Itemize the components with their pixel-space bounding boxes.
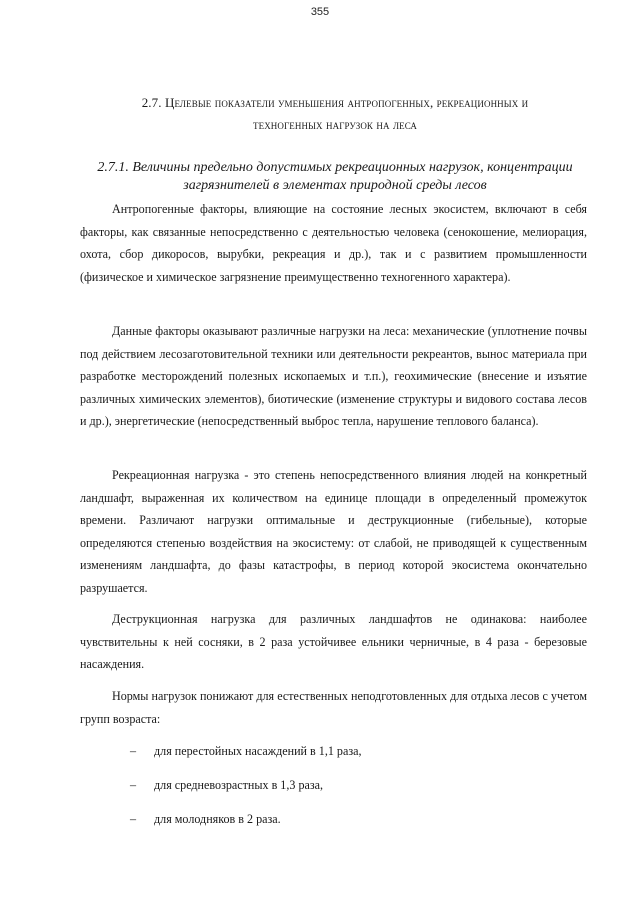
paragraph-load-norms [80,685,587,730]
list-item-text: для перестойных насаждений в 1,1 раза, [154,744,362,758]
section-title-line-1: 2.7.1. Величины предельно допустимых рекреационных нагрузок, концентрации [97,160,573,175]
list-item [130,775,590,809]
list-item [130,809,590,843]
list-dash-marker: – [130,812,137,826]
paragraph-text: Антропогенные факторы, влияющие на состояние лесных экосистем, включают в себя факторы, как связанные непосредственно с деятельностью человека (сенокошение, мелиорация, охота, сбор дикоросов, вырубки, рекреация и др.), так и с развитием промышленности (физическое и химическое загрязнение преимущественно техногенного характера). [80,202,587,284]
age-group-list [130,741,590,843]
paragraph-recreational-load [80,464,587,599]
paragraph-text: Деструкционная нагрузка для различных ландшафтов не одинакова: наиболее чувствительны к ней сосняки, в 2 раза устойчивее ельники черничные, в 4 раза - березовые насаждения. [80,612,587,671]
page-number: 355 [310,6,330,18]
chapter-title-line-1: 2.7. Целевые показатели уменьшения антропогенных, рекреационных и [141,95,529,110]
section-title [70,159,600,195]
list-dash-marker: – [130,744,137,758]
list-item [130,741,590,775]
list-item-text: для молодняков в 2 раза. [154,812,281,826]
paragraph-load-types [80,320,587,433]
paragraph-text: Нормы нагрузок понижают для естественных неподготовленных для отдыха лесов с учетом групп возраста: [80,689,587,726]
chapter-title-line-2: техногенных нагрузок на леса [253,117,417,132]
paragraph-text: Рекреационная нагрузка - это степень непосредственного влияния людей на конкретный ландшафт, выраженная их количеством на единице площади в определенный промежуток времени. Различают нагрузки оптимальные и деструкционные (гибельные), которые определяются степенью воздействия на экосистему: от слабой, не приводящей к существенным изменениям ландшафта, до фазы катастрофы, в период которой экосистема окончательно разрушается. [80,468,587,595]
paragraph-destructive-load [80,608,587,676]
list-dash-marker: – [130,778,137,792]
section-title-line-2: загрязнителей в элементах природной среды лесов [183,178,487,193]
paragraph-text: Данные факторы оказывают различные нагрузки на леса: механические (уплотнение почвы под действием лесозаготовительной техники или деятельности рекреантов, вынос материала при разработке месторождений полезных ископаемых и т.п.), геохимические (внесение и изъятие различных химических элементов), биотические (изменение структуры и видового состава лесов и др.), энергетические (непосредственный выброс тепла, нарушение теплового баланса). [80,324,587,428]
chapter-title [70,92,600,136]
paragraph-anthropogenic-factors [80,198,587,288]
list-item-text: для средневозрастных в 1,3 раза, [154,778,324,792]
